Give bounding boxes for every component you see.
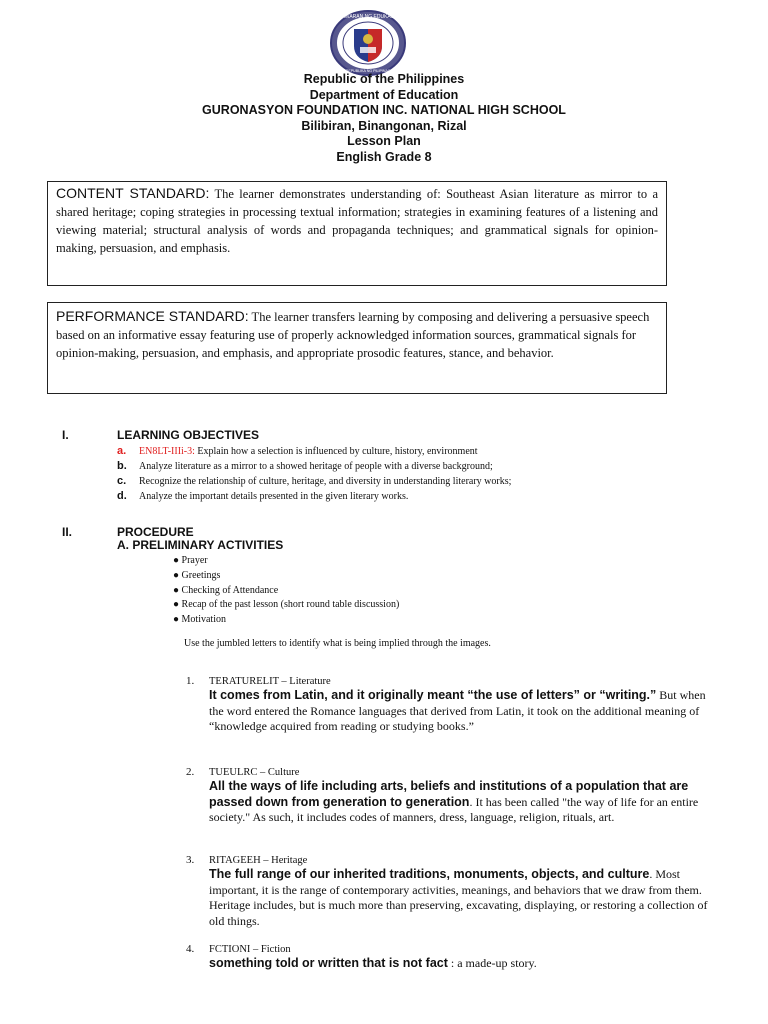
objective-text: Analyze the important details presented in the given literary works. <box>139 491 409 502</box>
definition-bold: something told or written that is not fact <box>209 956 448 970</box>
objective-item <box>117 489 737 504</box>
definition-text: But when the word entered the Romance languages that derived from Latin, it took on the additional meaning of “knowledge acquired from reading or studying books.” <box>209 688 706 733</box>
motivation-instruction: Use the jumbled letters to identify what is being implied through the images. <box>184 638 491 649</box>
definition-text: . Most important, it is the range of contemporary activities, meanings, and behaviors that we draw from them. Heritage includes, but is much more than preserving, excavating, displaying, or restoring a collection of old things. <box>209 867 708 928</box>
list-item: ● Motivation <box>173 614 226 626</box>
performance-standard-box <box>47 302 667 394</box>
definition-bold: The full range of our inherited traditions, monuments, objects, and culture <box>209 867 650 881</box>
content-standard-label: CONTENT STANDARD: <box>56 185 210 201</box>
objective-letter: b. <box>117 460 127 472</box>
header-line-republic: Republic of the Philippines <box>303 72 465 86</box>
objectives-list <box>117 444 737 504</box>
section-number: I. <box>62 428 69 442</box>
objective-letter: d. <box>117 490 127 502</box>
objective-letter: a. <box>117 445 127 457</box>
item-number: 4. <box>186 943 195 955</box>
item-number: 2. <box>186 766 195 778</box>
competency-code: EN8LT-IIIi-3: <box>139 446 195 457</box>
definition-bold: It comes from Latin, and it originally meant “the use of letters” or “writing.” <box>209 688 657 702</box>
list-item: ● Checking of Attendance <box>173 584 279 596</box>
jumbled-word: RITAGEEH – Heritage <box>209 855 308 866</box>
header-line-address: Bilibiran, Binangonan, Rizal <box>301 118 467 133</box>
header-line-doc-type: Lesson Plan <box>347 134 421 148</box>
subsection-preliminary-activities: A. PRELIMINARY ACTIVITIES <box>117 538 284 552</box>
content-standard-box <box>47 181 667 286</box>
section-number: II. <box>62 525 73 539</box>
document-header <box>0 72 768 165</box>
jumbled-word: TUEULRC – Culture <box>209 767 300 778</box>
objective-item <box>117 474 737 489</box>
objective-item <box>117 459 737 474</box>
jumbled-word: TERATURELIT – Literature <box>209 676 331 687</box>
objective-text: Analyze literature as a mirror to a showed heritage of people with a diverse background; <box>139 461 493 472</box>
seal-ring-text-bottom: REPUBLIKA NG PILIPINAS <box>345 69 391 73</box>
objective-letter: c. <box>117 475 127 487</box>
seal-ring-text-top: KAGAWARAN NG EDUKASYON <box>331 14 405 20</box>
section-title: PROCEDURE <box>117 525 194 539</box>
item-number: 3. <box>186 854 195 866</box>
list-item: ● Recap of the past lesson (short round table discussion) <box>173 599 400 611</box>
performance-standard-label: PERFORMANCE STANDARD: <box>56 308 249 324</box>
definition-text: : a made-up story. <box>447 956 537 970</box>
header-line-department: Department of Education <box>309 87 459 102</box>
jumbled-word: FCTIONI – Fiction <box>209 944 291 955</box>
item-number: 1. <box>186 675 195 687</box>
objective-item <box>117 444 737 459</box>
objective-text: Recognize the relationship of culture, heritage, and diversity in understanding literary works; <box>139 476 512 487</box>
definition-text: . It has been called "the way of life for an entire society." As such, it includes codes of manners, dress, language, religion, rituals, art. <box>209 794 699 824</box>
content-standard-text: The learner demonstrates understanding of: Southeast Asian literature as mirror to a shared heritage; coping strategies in processing textual information; strategies in examining features of a listening and viewing material; structural analysis of words and propaganda techniques; and grammatical signals for opinion- making, persuasion, and emphasis. <box>56 187 658 255</box>
list-item: ● Greetings <box>173 569 221 581</box>
section-title: LEARNING OBJECTIVES <box>117 428 260 442</box>
objective-text: Explain how a selection is influenced by culture, history, environment <box>194 446 478 457</box>
deped-seal <box>328 10 408 76</box>
performance-standard-text: The learner transfers learning by composing and delivering a persuasive speech based on an informative essay featuring use of properly acknowledged information sources, grammatical signals for opinion-making, persuasion, and emphasis, and appropriate prosodic features, stance, and behavior. <box>56 310 650 360</box>
header-line-grade: English Grade 8 <box>336 149 432 164</box>
definition-bold: All the ways of life including arts, beliefs and institutions of a population that are passed down from generation to generation <box>209 779 689 809</box>
header-line-school: GURONASYON FOUNDATION INC. NATIONAL HIGH SCHOOL <box>202 103 566 117</box>
list-item: ● Prayer <box>173 555 208 566</box>
activities-list <box>173 554 399 628</box>
